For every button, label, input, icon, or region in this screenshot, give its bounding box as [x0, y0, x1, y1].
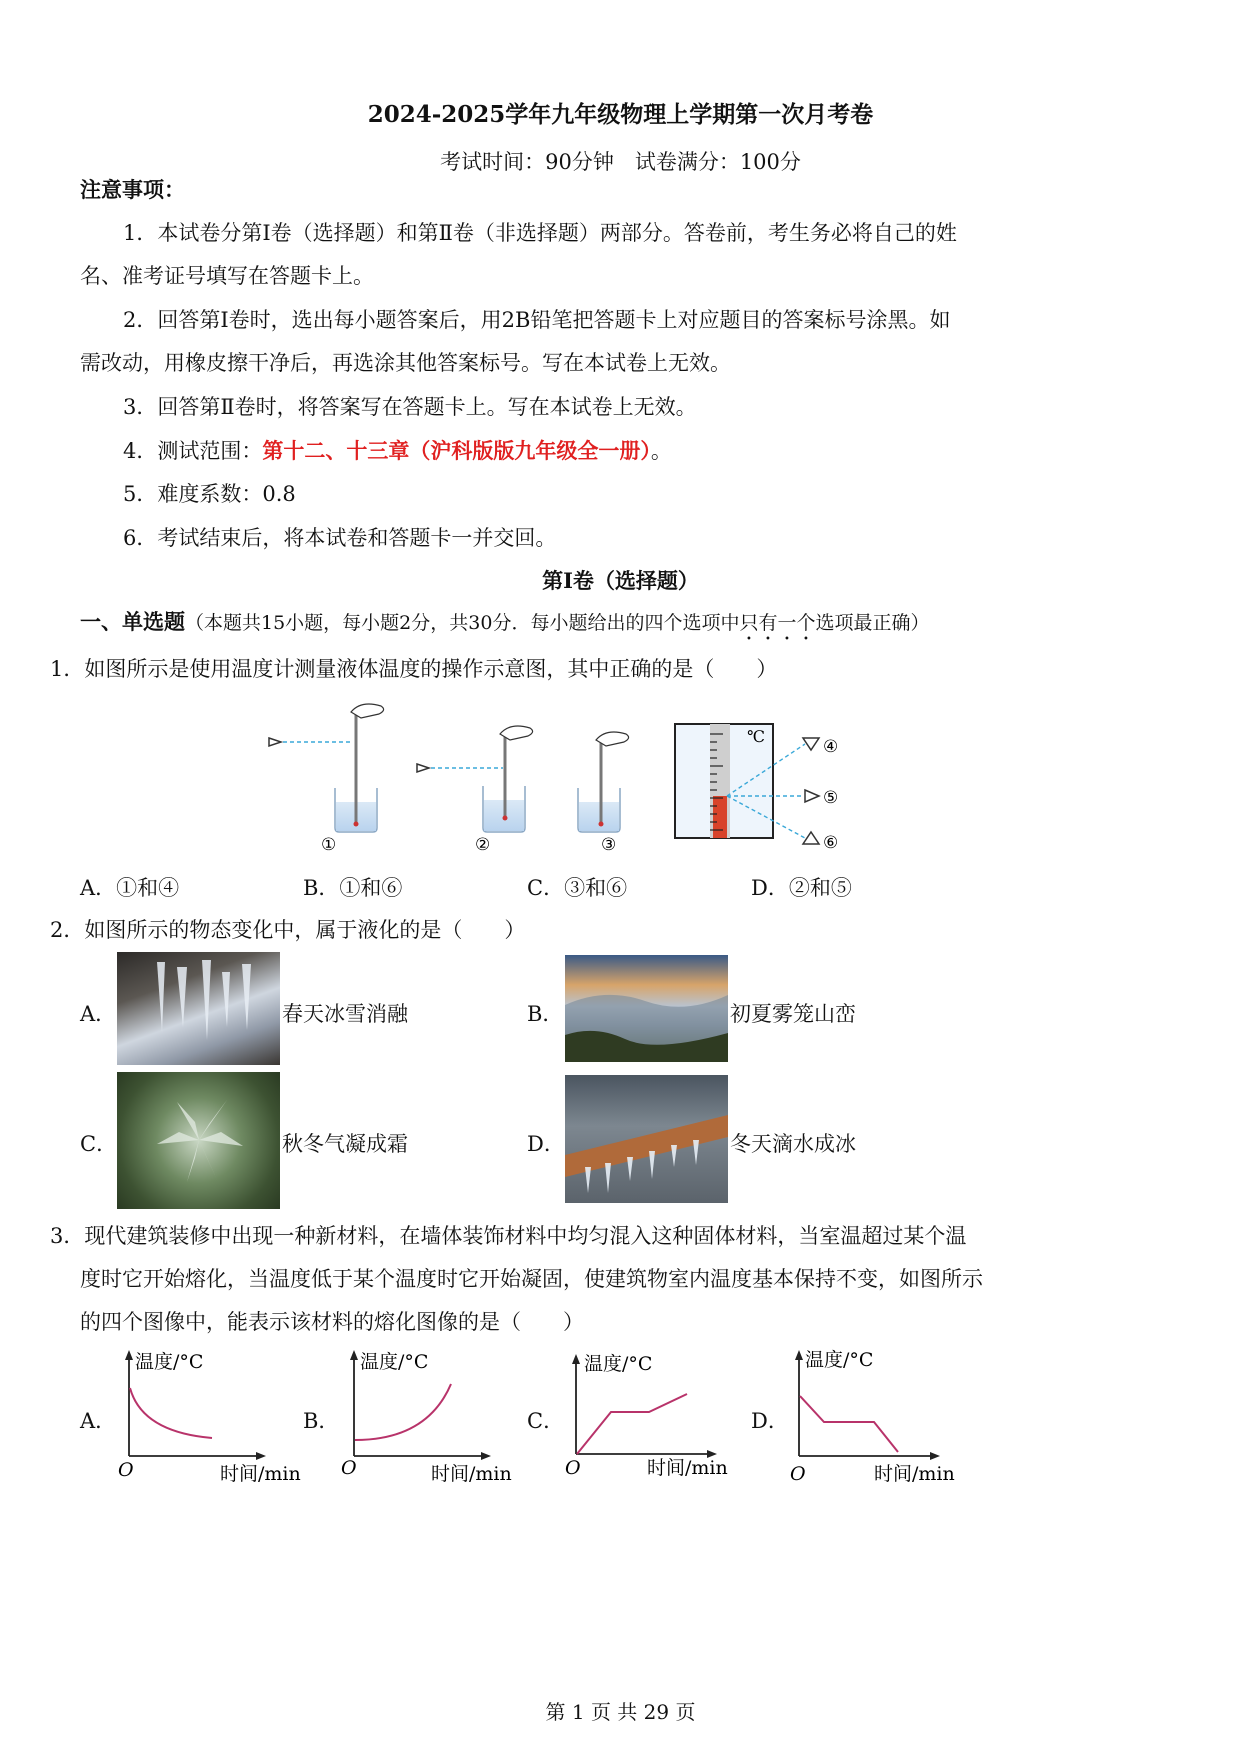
q3-c-origin: O — [565, 1457, 581, 1479]
q2-option-b-letter[interactable]: B． — [527, 1002, 564, 1026]
eye-2-icon — [417, 764, 429, 772]
q3-line3: 的四个图像中，能表示该材料的熔化图像的是（ ） — [80, 1310, 584, 1334]
beaker-3 — [578, 732, 629, 832]
beaker-1 — [269, 704, 384, 832]
q3-option-d-letter[interactable]: D． — [751, 1409, 789, 1433]
part1-emphasis-text: 只有一个 — [739, 612, 816, 634]
notice-item-4-prefix: 4．测试范围： — [123, 439, 263, 463]
part1-desc: （本题共15小题，每小题2分，共30分．每小题给出的四个选项中 — [185, 612, 740, 634]
q3-graph-c[interactable] — [561, 1350, 751, 1485]
page-number: 第 1 页 共 29 页 — [545, 1700, 696, 1724]
notice-item-3: 3．回答第Ⅱ卷时，将答案写在答题卡上。写在本试卷上无效。 — [123, 395, 697, 419]
q3-c-ylabel: 温度/°C — [584, 1353, 653, 1375]
thermometer-reading-figure — [675, 724, 819, 844]
photo-melting-ice — [117, 952, 280, 1065]
notice-heading: 注意事项： — [80, 177, 185, 202]
photo-fog-mountains — [565, 955, 728, 1062]
fig-label-3: ③ — [601, 835, 617, 855]
eye-4-icon — [803, 738, 819, 750]
notice-item-1-line1: 1．本试卷分第Ⅰ卷（选择题）和第Ⅱ卷（非选择题）两部分。答卷前，考生务必将自己的姓 — [123, 221, 957, 245]
q1-option-d[interactable]: D．②和⑤ — [751, 876, 852, 900]
part1-desc-end: 选项最正确） — [815, 612, 930, 634]
q3-b-origin: O — [341, 1457, 357, 1479]
q2-option-a-letter[interactable]: A． — [80, 1002, 117, 1026]
notice-item-1-line2: 名、准考证号填写在答题卡上。 — [80, 264, 374, 288]
q3-a-ylabel: 温度/°C — [135, 1351, 204, 1373]
notice-item-2-line2: 需改动，用橡皮擦干净后，再选涂其他答案标号。写在本试卷上无效。 — [80, 351, 731, 375]
fig-label-2: ② — [475, 835, 491, 855]
q3-d-ylabel: 温度/°C — [805, 1349, 874, 1371]
q3-line2: 度时它开始熔化，当温度低于某个温度时它开始凝固，使建筑物室内温度基本保持不变，如图所示 — [80, 1267, 983, 1291]
q3-a-origin: O — [118, 1459, 134, 1481]
q2-option-c-text[interactable]: 秋冬气凝成霜 — [282, 1132, 408, 1156]
q2-option-a-text[interactable]: 春天冰雪消融 — [282, 1002, 408, 1026]
eye-5-icon — [805, 790, 819, 802]
fig-label-6: ⑥ — [823, 833, 839, 853]
q3-d-xlabel: 时间/min — [874, 1463, 955, 1485]
q2-option-d-text[interactable]: 冬天滴水成冰 — [730, 1132, 856, 1156]
q2-option-c-letter[interactable]: C． — [80, 1132, 118, 1156]
q3-option-c-letter[interactable]: C． — [527, 1409, 565, 1433]
fig-label-5: ⑤ — [823, 788, 839, 808]
q3-graph-d[interactable] — [784, 1346, 974, 1486]
notice-item-6: 6．考试结束后，将本试卷和答题卡一并交回。 — [123, 526, 557, 550]
q3-c-xlabel: 时间/min — [647, 1457, 728, 1479]
photo-icicles — [565, 1075, 728, 1203]
part1-heading: 一、单选题 — [80, 609, 185, 634]
part1-emphasis — [739, 612, 815, 634]
notice-item-4-suffix: 。 — [650, 439, 672, 463]
beaker-2 — [417, 726, 533, 832]
unit-label: ℃ — [747, 727, 765, 746]
q2-option-d-letter[interactable]: D． — [527, 1132, 565, 1156]
notice-item-4 — [123, 427, 672, 475]
eye-6-icon — [803, 832, 819, 844]
q3-option-a-letter[interactable]: A． — [80, 1409, 117, 1433]
notice-item-5: 5．难度系数：0.8 — [123, 482, 296, 506]
q1-stem: 1．如图所示是使用温度计测量液体温度的操作示意图，其中正确的是（ ） — [50, 657, 778, 681]
q1-option-b[interactable]: B．①和⑥ — [303, 876, 403, 900]
eye-1-icon — [269, 738, 281, 746]
page-title: 2024-2025学年九年级物理上学期第一次月考卷 — [367, 101, 874, 128]
fig-label-4: ④ — [823, 737, 839, 757]
q3-graph-b[interactable] — [337, 1346, 527, 1486]
test-scope: 第十二、十三章（沪科版版九年级全一册） — [262, 438, 651, 463]
q3-a-xlabel: 时间/min — [220, 1463, 301, 1485]
q1-option-c[interactable]: C．③和⑥ — [527, 876, 628, 900]
q1-option-a[interactable]: A．①和④ — [80, 876, 180, 900]
notice-item-2-line1: 2．回答第Ⅰ卷时，选出每小题答案后，用2B铅笔把答题卡上对应题目的答案标号涂黑。如 — [123, 308, 951, 332]
exam-info: 考试时间：90分钟 试卷满分：100分 — [440, 150, 801, 174]
q3-b-ylabel: 温度/°C — [360, 1351, 429, 1373]
q3-option-b-letter[interactable]: B． — [303, 1409, 340, 1433]
q2-stem: 2．如图所示的物态变化中，属于液化的是（ ） — [50, 918, 526, 942]
section-title: 第Ⅰ卷（选择题） — [542, 568, 699, 593]
photo-frost — [117, 1072, 280, 1209]
q3-graph-a[interactable] — [112, 1346, 302, 1486]
fig-label-1: ① — [321, 835, 337, 855]
q3-b-xlabel: 时间/min — [431, 1463, 512, 1485]
q3-line1: 3．现代建筑装修中出现一种新材料，在墙体装饰材料中均匀混入这种固体材料，当室温超过某个温 — [50, 1224, 967, 1248]
q1-figure — [255, 698, 875, 860]
q3-d-origin: O — [790, 1463, 806, 1485]
q2-option-b-text[interactable]: 初夏雾笼山峦 — [730, 1002, 856, 1026]
part1-header — [80, 598, 929, 647]
